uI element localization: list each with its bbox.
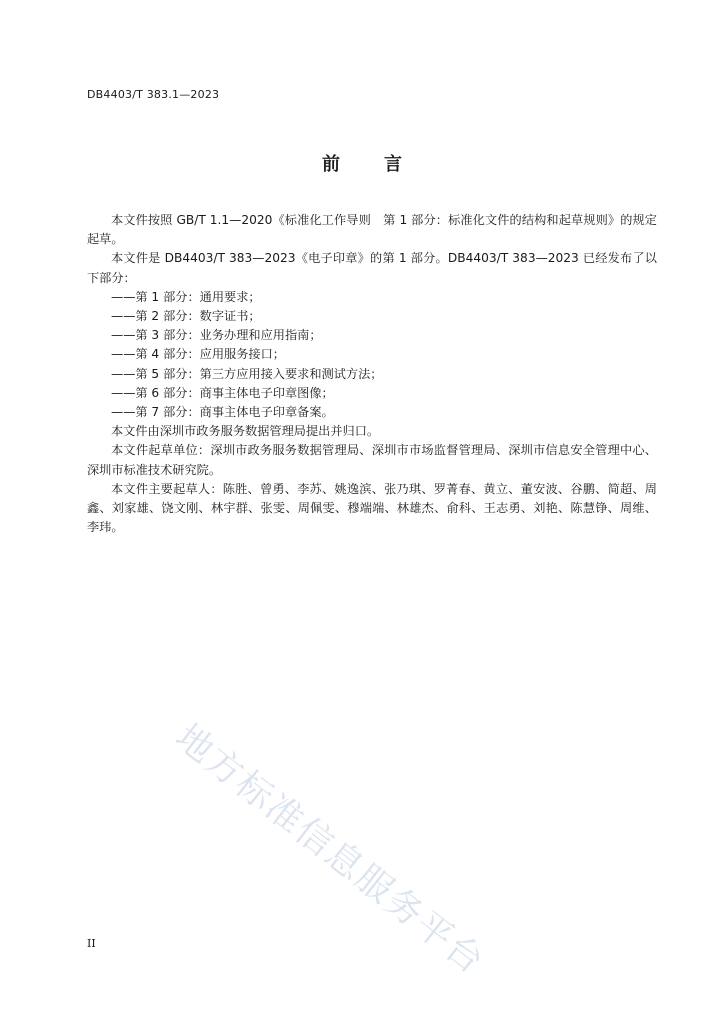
list-item: ——第 5 部分：第三方应用接入要求和测试方法； [111,366,383,381]
list-item: ——第 6 部分：商事主体电子印章图像； [111,385,334,400]
title-char-1: 前 [322,154,340,175]
parts-list [87,288,657,422]
page-title [0,150,724,176]
list-item: ——第 7 部分：商事主体电子印章备案。 [111,405,334,420]
document-code: DB4403/T 383.1—2023 [87,88,220,101]
paragraph-proposer: 本文件由深圳市政务服务数据管理局提出并归口。 [111,424,380,439]
foreword-body [87,211,657,537]
paragraph-drafting-units: 本文件起草单位：深圳市政务服务数据管理局、深圳市市场监督管理局、深圳市信息安全管理中心、深圳市标准技术研究院。 [87,443,657,477]
title-char-2: 言 [384,154,402,175]
watermark: 地方标准信息服务平台 [167,716,493,983]
paragraph-drafting-basis: 本文件按照 GB/T 1.1—2020《标准化工作导则 第 1 部分：标准化文件的结构和起草规则》的规定起草。 [87,213,657,247]
list-item: ——第 1 部分：通用要求； [111,289,261,304]
list-item: ——第 2 部分：数字证书； [111,309,261,324]
list-item: ——第 4 部分：应用服务接口； [111,347,285,362]
list-item: ——第 3 部分：业务办理和应用指南； [111,328,322,343]
page-number: II [87,937,96,950]
paragraph-parts-intro: 本文件是 DB4403/T 383—2023《电子印章》的第 1 部分。DB4403/T 383—2023 已经发布了以下部分： [87,251,657,285]
paragraph-drafters: 本文件主要起草人：陈胜、曾勇、李苏、姚逸滨、张乃琪、罗菁春、黄立、董安波、谷鹏、简超、周鑫、刘家雄、饶文刚、林宇群、张雯、周佩雯、穆端端、林雄杰、俞科、王志勇、刘艳、陈慧铮、周维、李玮。 [87,481,657,535]
